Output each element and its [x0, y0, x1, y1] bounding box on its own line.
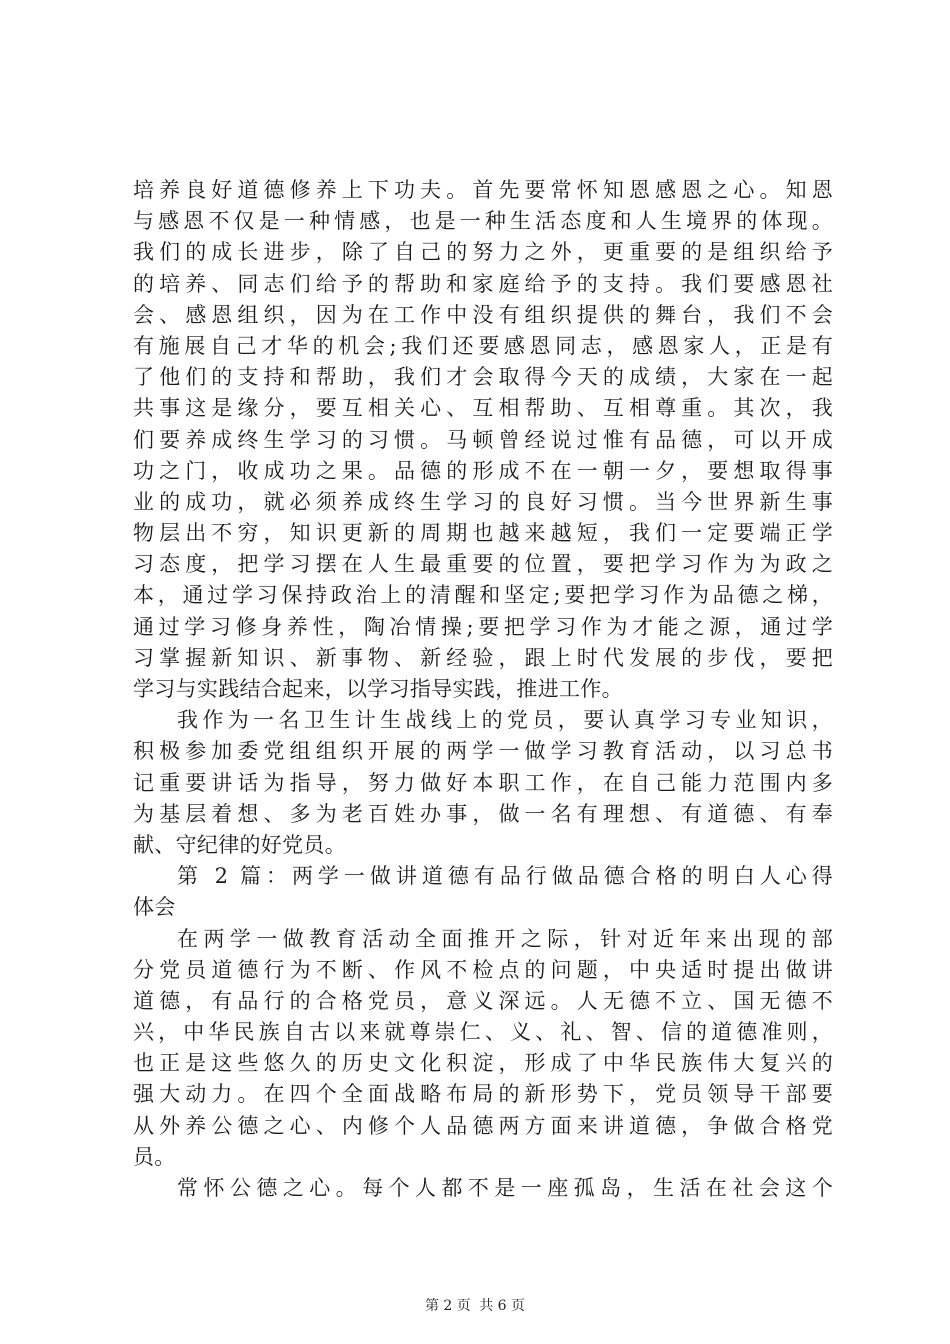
text-line: 从外养公德之心、内修个人品德两方面来讲道德，争做合格党	[133, 1113, 833, 1138]
text-line: 物层出不穷，知识更新的周期也越来越短，我们一定要端正学	[133, 521, 833, 546]
text-line: 兴，中华民族自古以来就尊崇仁、义、礼、智、信的道德准则，	[133, 1020, 833, 1045]
text-line: 献、守纪律的好党员。	[133, 832, 346, 857]
text-line: 通过学习修身养性，陶冶情操;要把学习作为才能之源，通过学	[133, 614, 833, 639]
text-line: 了他们的支持和帮助，我们才会取得今天的成绩，大家在一起	[133, 365, 833, 390]
text-line: 积极参加委党组组织开展的两学一做学习教育活动，以习总书	[133, 739, 833, 764]
text-line: 们要养成终生学习的习惯。马顿曾经说过惟有品德，可以开成	[133, 427, 833, 452]
text-line: 我们的成长进步，除了自己的努力之外，更重要的是组织给予	[133, 240, 833, 265]
text-line: 记重要讲话为指导，努力做好本职工作，在自己能力范围内多	[133, 770, 833, 795]
text-line: 道德，有品行的合格党员，意义深远。人无德不立、国无德不	[133, 988, 833, 1013]
text-line: 为基层着想、多为老百姓办事，做一名有理想、有道德、有奉	[133, 801, 833, 826]
page-footer	[0, 1295, 950, 1315]
text-line: 会、感恩组织，因为在工作中没有组织提供的舞台，我们不会	[133, 302, 833, 327]
text-line: 本，通过学习保持政治上的清醒和坚定;要把学习作为品德之梯，	[133, 583, 833, 608]
page-total: 共 6 页	[479, 1298, 526, 1314]
text-line: 培养良好道德修养上下功夫。首先要常怀知恩感恩之心。知恩	[133, 178, 833, 202]
text-line: 分党员道德行为不断、作风不检点的问题，中央适时提出做讲	[133, 957, 833, 982]
text-line: 第 2 篇：两学一做讲道德有品行做品德合格的明白人心得	[177, 864, 833, 889]
page-number: 第 2 页	[424, 1298, 471, 1314]
text-line: 共事这是缘分，要互相关心、互相帮助、互相尊重。其次，我	[133, 396, 833, 421]
text-line: 我作为一名卫生计生战线上的党员，要认真学习专业知识，	[177, 708, 833, 733]
text-line: 功之门，收成功之果。品德的形成不在一朝一夕，要想取得事	[133, 458, 833, 483]
text-line: 习态度，把学习摆在人生最重要的位置，要把学习作为为政之	[133, 552, 833, 577]
text-line: 在两学一做教育活动全面推开之际，针对近年来出现的部	[177, 926, 833, 951]
text-line: 业的成功，就必须养成终生学习的良好习惯。当今世界新生事	[133, 489, 833, 514]
text-line: 与感恩不仅是一种情感，也是一种生活态度和人生境界的体现。	[133, 209, 833, 234]
text-line: 体会	[133, 895, 176, 920]
text-line: 习掌握新知识、新事物、新经验，跟上时代发展的步伐，要把	[133, 645, 833, 670]
text-line: 强大动力。在四个全面战略布局的新形势下，党员领导干部要	[133, 1082, 833, 1107]
document-body	[133, 175, 833, 1204]
text-line: 也正是这些悠久的历史文化积淀，形成了中华民族伟大复兴的	[133, 1051, 833, 1076]
text-line: 常怀公德之心。每个人都不是一座孤岛，生活在社会这个	[177, 1176, 833, 1200]
text-line: 员。	[133, 1144, 176, 1169]
text-line: 学习与实践结合起来，以学习指导实践，推进工作。	[133, 677, 623, 701]
text-line: 的培养、同志们给予的帮助和家庭给予的支持。我们要感恩社	[133, 271, 833, 296]
text-line: 有施展自己才华的机会;我们还要感恩同志，感恩家人，正是有	[133, 333, 833, 358]
